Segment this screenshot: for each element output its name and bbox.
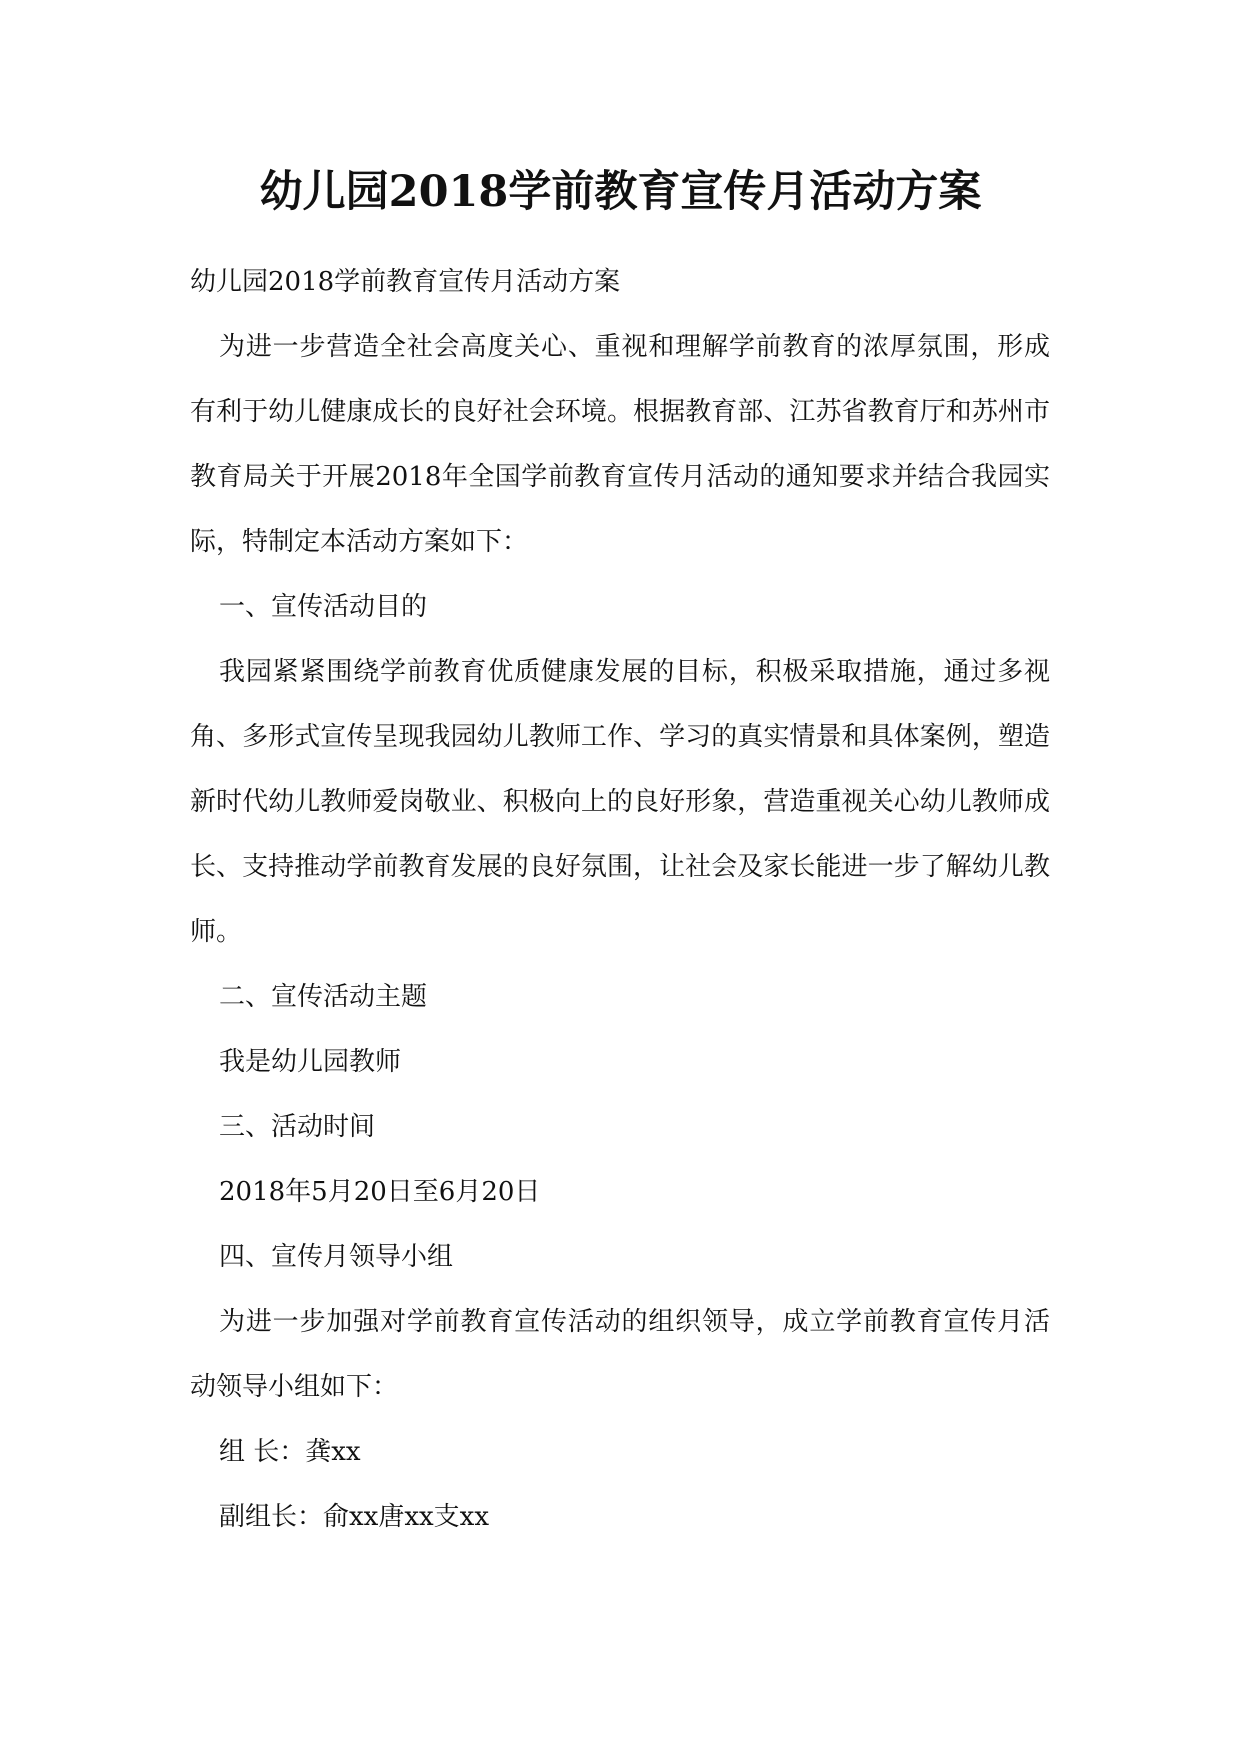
section-heading-purpose: 一、宣传活动目的	[219, 592, 428, 622]
section-heading-time: 三、活动时间	[219, 1112, 376, 1142]
document-body	[190, 250, 1050, 1550]
deputy-leader-line: 副组长：俞xx唐xx支xx	[219, 1502, 489, 1532]
theme-paragraph: 我是幼儿园教师	[219, 1047, 402, 1077]
leadership-paragraph: 为进一步加强对学前教育宣传活动的组织领导，成立学前教育宣传月活动领导小组如下：	[190, 1307, 1050, 1402]
section-heading-leadership: 四、宣传月领导小组	[219, 1242, 454, 1272]
time-paragraph: 2018年5月20日至6月20日	[219, 1177, 541, 1207]
leader-line: 组 长：龚xx	[219, 1437, 361, 1467]
subtitle-paragraph: 幼儿园2018学前教育宣传月活动方案	[190, 267, 621, 297]
section-heading-theme: 二、宣传活动主题	[219, 982, 428, 1012]
purpose-paragraph: 我园紧紧围绕学前教育优质健康发展的目标，积极采取措施，通过多视角、多形式宣传呈现我园幼儿教师工作、学习的真实情景和具体案例，塑造新时代幼儿教师爱岗敬业、积极向上的良好形象，营造重视关心幼儿教师成长、支持推动学前教育发展的良好氛围，让社会及家长能进一步了解幼儿教师。	[190, 657, 1050, 947]
document-title: 幼儿园2018学前教育宣传月活动方案	[259, 167, 982, 217]
intro-paragraph: 为进一步营造全社会高度关心、重视和理解学前教育的浓厚氛围，形成有利于幼儿健康成长的良好社会环境。根据教育部、江苏省教育厅和苏州市教育局关于开展2018年全国学前教育宣传月活动的通知要求并结合我园实际，特制定本活动方案如下：	[190, 332, 1050, 557]
